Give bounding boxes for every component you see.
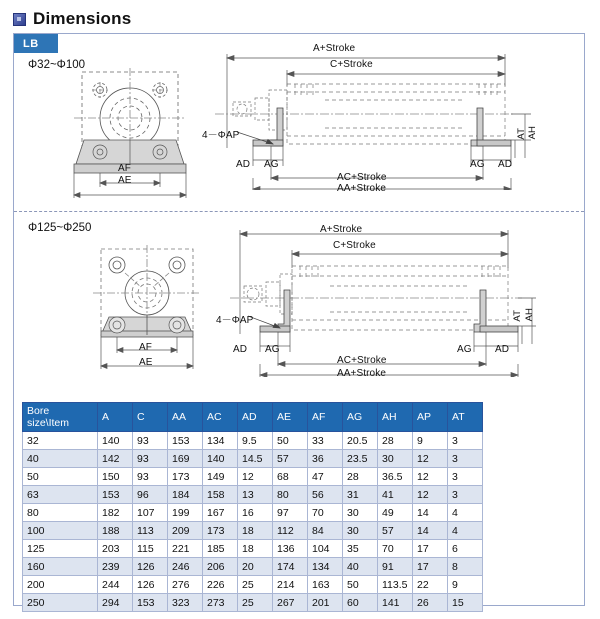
table-cell: 33 [308,432,343,450]
table-cell: 30 [343,522,378,540]
square-bullet-icon [13,13,26,26]
table-cell: 3 [448,450,483,468]
table-cell: 28 [378,432,413,450]
table-cell: 107 [133,504,168,522]
table-cell: 57 [273,450,308,468]
table-cell: 17 [413,540,448,558]
table-cell: 140 [98,432,133,450]
table-cell: 150 [98,468,133,486]
side-view-upper [215,40,535,190]
table-cell: 12 [238,468,273,486]
dim-label-ac-stroke-lower: AC+Stroke [337,355,387,366]
table-cell: 15 [448,594,483,612]
table-cell: 60 [343,594,378,612]
dim-label-a-stroke-lower: A+Stroke [320,224,363,235]
table-cell: 246 [168,558,203,576]
bore-size-cell: 160 [23,558,98,576]
table-cell: 20 [238,558,273,576]
hole-note-upper: 4－ΦAP [202,130,240,141]
table-cell: 3 [448,432,483,450]
table-cell: 174 [273,558,308,576]
table-cell: 184 [168,486,203,504]
bore-size-cell: 125 [23,540,98,558]
table-cell: 3 [448,468,483,486]
table-cell: 50 [343,576,378,594]
dim-label-c-stroke-lower: C+Stroke [333,240,376,251]
table-cell: 47 [308,468,343,486]
table-cell: 18 [238,522,273,540]
table-cell: 113 [133,522,168,540]
dim-label-aa-stroke-lower: AA+Stroke [337,368,386,379]
table-cell: 57 [378,522,413,540]
table-cell: 126 [133,576,168,594]
table-cell: 68 [273,468,308,486]
table-cell: 173 [203,522,238,540]
table-cell: 209 [168,522,203,540]
dim-label-ah-upper: AH [527,126,538,140]
dim-label-aa-stroke-upper: AA+Stroke [337,183,386,194]
table-row [23,522,483,540]
table-header-cell: AA [168,403,203,432]
table-row [23,432,483,450]
table-cell: 153 [168,432,203,450]
table-cell: 96 [133,486,168,504]
table-cell: 169 [168,450,203,468]
table-cell: 80 [273,486,308,504]
dim-label-ah-lower: AH [524,308,535,322]
dim-label-a-stroke-upper: A+Stroke [313,43,356,54]
table-row [23,468,483,486]
table-cell: 17 [413,558,448,576]
table-cell: 9.5 [238,432,273,450]
table-cell: 104 [308,540,343,558]
table-row [23,486,483,504]
section-divider [14,211,584,212]
table-cell: 206 [203,558,238,576]
table-cell: 20.5 [343,432,378,450]
table-cell: 203 [98,540,133,558]
dim-label-ag-left-upper: AG [264,159,279,170]
dim-label-c-stroke-upper: C+Stroke [330,59,373,70]
table-cell: 173 [168,468,203,486]
bore-size-cell: 32 [23,432,98,450]
table-cell: 22 [413,576,448,594]
table-cell: 93 [133,468,168,486]
table-cell: 93 [133,450,168,468]
table-cell: 140 [203,450,238,468]
table-cell: 142 [98,450,133,468]
table-header-cell: AH [378,403,413,432]
bore-size-cell: 40 [23,450,98,468]
table-cell: 221 [168,540,203,558]
table-cell: 40 [343,558,378,576]
table-header-row [23,403,483,432]
bore-size-cell: 80 [23,504,98,522]
dim-label-ad-right-upper: AD [498,159,513,170]
table-cell: 91 [378,558,413,576]
table-cell: 112 [273,522,308,540]
table-cell: 214 [273,576,308,594]
table-cell: 12 [413,468,448,486]
table-cell: 182 [98,504,133,522]
dim-label-af-lower: AF [139,342,152,353]
table-cell: 12 [413,486,448,504]
table-cell: 267 [273,594,308,612]
table-cell: 244 [98,576,133,594]
table-cell: 93 [133,432,168,450]
table-cell: 163 [308,576,343,594]
table-cell: 113.5 [378,576,413,594]
hole-note-lower: 4－ΦAP [216,315,254,326]
table-cell: 126 [133,558,168,576]
table-cell: 276 [168,576,203,594]
bore-size-cell: 50 [23,468,98,486]
table-cell: 134 [203,432,238,450]
bore-range-label-lower: Φ125~Φ250 [28,222,92,234]
table-cell: 25 [238,576,273,594]
table-header-cell: AG [343,403,378,432]
table-cell: 134 [308,558,343,576]
dim-label-ag-right-upper: AG [470,159,485,170]
table-cell: 35 [343,540,378,558]
table-cell: 50 [273,432,308,450]
table-cell: 36 [308,450,343,468]
table-cell: 14 [413,522,448,540]
table-cell: 9 [413,432,448,450]
table-row [23,540,483,558]
table-cell: 153 [133,594,168,612]
table-cell: 28 [343,468,378,486]
bore-range-label-upper: Φ32~Φ100 [28,59,86,71]
table-header-cell: A [98,403,133,432]
dim-label-af-upper: AF [118,163,131,174]
table-cell: 16 [238,504,273,522]
table-cell: 115 [133,540,168,558]
table-cell: 25 [238,594,273,612]
dim-label-at-upper: AT [516,128,527,140]
table-row [23,576,483,594]
table-cell: 49 [378,504,413,522]
table-cell: 30 [343,504,378,522]
table-header-cell: AE [273,403,308,432]
table-cell: 41 [378,486,413,504]
table-cell: 9 [448,576,483,594]
table-cell: 30 [378,450,413,468]
table-row [23,504,483,522]
table-cell: 239 [98,558,133,576]
bore-size-cell: 250 [23,594,98,612]
table-cell: 185 [203,540,238,558]
table-header-cell: AF [308,403,343,432]
table-cell: 6 [448,540,483,558]
dim-label-ae-upper: AE [118,175,132,186]
dim-label-ac-stroke-upper: AC+Stroke [337,172,387,183]
table-cell: 12 [413,450,448,468]
dim-label-at-lower: AT [512,310,523,322]
dim-label-ad-left-upper: AD [236,159,251,170]
page-title: Dimensions [33,9,132,28]
bore-size-cell: 63 [23,486,98,504]
table-cell: 188 [98,522,133,540]
bore-size-cell: 200 [23,576,98,594]
table-cell: 3 [448,486,483,504]
table-cell: 8 [448,558,483,576]
table-header-cell: Bore size\Item [23,403,98,432]
dim-label-ag-left-lower: AG [265,344,280,355]
table-cell: 294 [98,594,133,612]
table-cell: 158 [203,486,238,504]
table-cell: 323 [168,594,203,612]
table-cell: 226 [203,576,238,594]
dim-label-ae-lower: AE [139,357,153,368]
table-cell: 70 [378,540,413,558]
table-cell: 18 [238,540,273,558]
table-cell: 199 [168,504,203,522]
dimensions-table [22,402,483,612]
table-cell: 141 [378,594,413,612]
dim-label-ad-right-lower: AD [495,344,510,355]
table-cell: 4 [448,504,483,522]
table-cell: 70 [308,504,343,522]
dim-label-ad-left-lower: AD [233,344,248,355]
table-cell: 14 [413,504,448,522]
table-header-cell: C [133,403,168,432]
page-header [13,9,131,29]
table-cell: 14.5 [238,450,273,468]
table-cell: 26 [413,594,448,612]
table-cell: 36.5 [378,468,413,486]
table-header-cell: AD [238,403,273,432]
table-cell: 31 [343,486,378,504]
dim-label-ag-right-lower: AG [457,344,472,355]
table-cell: 167 [203,504,238,522]
table-row [23,594,483,612]
table-cell: 56 [308,486,343,504]
table-cell: 149 [203,468,238,486]
table-cell: 23.5 [343,450,378,468]
table-row [23,450,483,468]
table-header-cell: AC [203,403,238,432]
table-cell: 4 [448,522,483,540]
table-cell: 153 [98,486,133,504]
table-cell: 13 [238,486,273,504]
bore-size-cell: 100 [23,522,98,540]
table-header-cell: AT [448,403,483,432]
table-cell: 84 [308,522,343,540]
table-header-cell: AP [413,403,448,432]
table-row [23,558,483,576]
table-cell: 273 [203,594,238,612]
table-cell: 136 [273,540,308,558]
table-cell: 97 [273,504,308,522]
table-cell: 201 [308,594,343,612]
series-badge: LB [14,34,58,53]
